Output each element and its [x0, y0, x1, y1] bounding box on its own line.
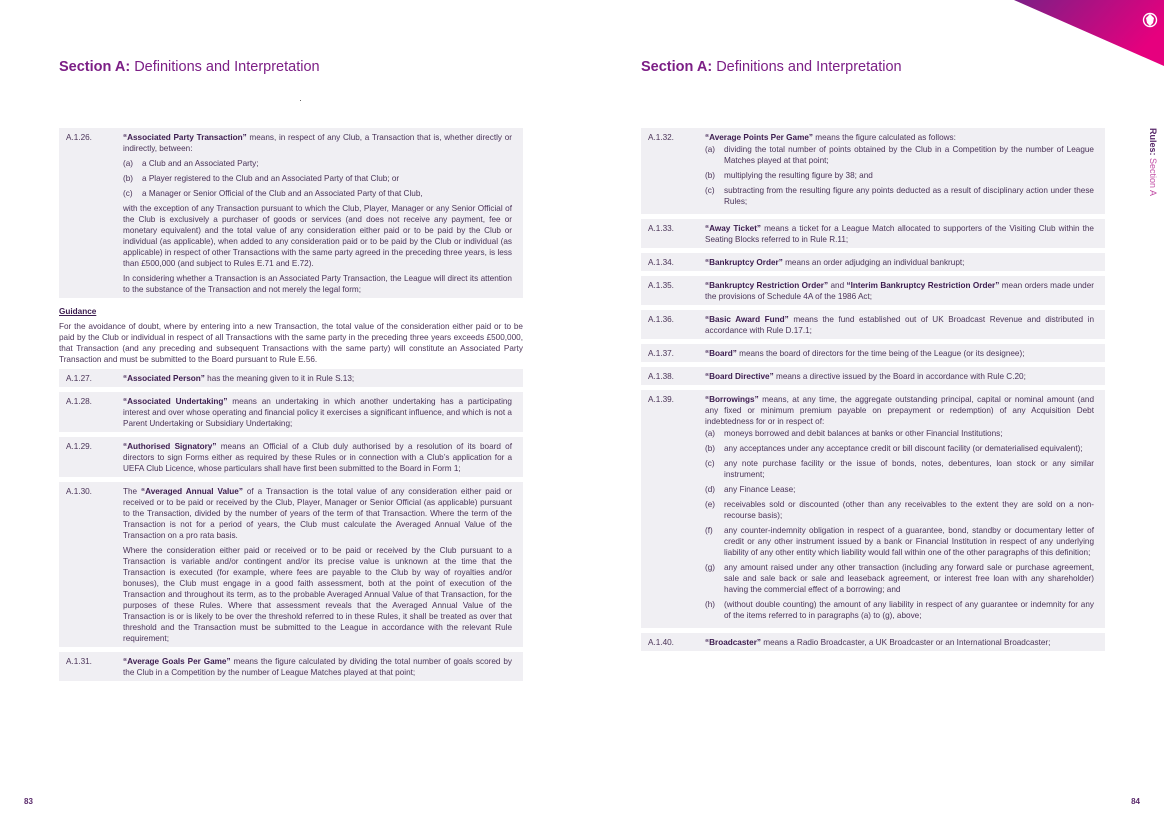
list-item: (a) a Club and an Associated Party;	[123, 159, 259, 168]
corner-banner	[1014, 0, 1164, 66]
list-item: (a) dividing the total number of points obtained by the Club in a Competition by the number of League Matches played at that point;	[705, 145, 1094, 165]
list-item: (b) any acceptances under any acceptance credit or bill discount facility (or dematerialised equivalent);	[705, 444, 1083, 453]
defined-term: “Associated Party Transaction”	[123, 133, 247, 142]
list-item: (d) any Finance Lease;	[705, 485, 796, 494]
rule-a135: A.1.35. “Bankruptcy Restriction Order” and “Interim Bankruptcy Restriction Order” mean orders made under the provisions of Schedule 4A of the 1986 Act;	[641, 276, 1105, 305]
rules-column	[641, 128, 1105, 656]
rule-a132: A.1.32. “Average Points Per Game” means the figure calculated as follows: (a) dividing the total number of points obtained by the Club in a Competition by the number of League Matches played at that point; (b) multiplying the resulting figure by 38; and (c) subtracting from the resulting figure any points deducted as a result of disciplinary action under these Rules;	[641, 128, 1105, 214]
rule-a126: A.1.26. “Associated Party Transaction” means, in respect of any Club, a Transaction that is, whether directly or indirectly, between: (a) a Club and an Associated Party; (b) a Player registered to the Club and an Associated Party of that Club; or (c) a Manager or Senior Official of the Club and an Associated Party of that Club, with the exception of any Transaction pursuant to which the Club, Player, Manager or any Senior Official of the Club is exclusively a purchaser of goods or services (and does not receive any payment, fee or monetary equivalent) and the total value of any consideration either paid or to be paid by the Club or individual (as applicable), when added to any consideration paid or to be paid by the Club or individual (as applicable) in respect of other Transactions with the same party agreed in the preceding three years, is less than £500,000 (and subject to Rules E.71 and E.72). In considering whether a Transaction is an Associated Party Transaction, the League will direct its attention to the substance of the Transaction and not merely the legal form;	[59, 128, 523, 298]
rule-a139: A.1.39. “Borrowings” means, at any time, the aggregate outstanding principal, capital or nominal amount (and any fixed or minimum premium payable on prepayment or redemption) of any Acquisition Debt indebtedness for or in respect of: (a) moneys borrowed and debit balances at banks or other Financial Institutions; (b) any acceptances under any acceptance credit or bill discount facility (or dematerialised equivalent); (c) any note purchase facility or the issue of bonds, notes, debentures, loan stock or any similar instrument; (d) any Finance Lease; (e) receivables sold or discounted (other than any receivables to the extent they are sold on a non-recourse basis); (f) any counter-indemnity obligation in respect of a guarantee, bond, standby or documentary letter of credit or any other instrument issued by a bank or Financial Institution in respect of any underlying liability of any other entity which liability would fall within one of the other paragraphs of this definition; (g) any amount raised under any other transaction (including any forward sale or purchase agreement, sale and sale back or sale and leaseback agreement, or interest free loan with any shareholder) having the commercial effect of a borrowing; and (h) (without double counting) the amount of any liability in respect of any guarantee or indemnity for any of the items referred to in paragraphs (a) to (g), above;	[641, 390, 1105, 628]
guidance-heading: Guidance	[59, 307, 97, 316]
list-item: (f) any counter-indemnity obligation in respect of a guarantee, bond, standby or documentary letter of credit or any other instrument issued by a bank or Financial Institution in respect of any underlying liability of any other entity which liability would fall within one of the other paragraphs of this definition;	[705, 526, 1094, 557]
rule-a131: A.1.31. “Average Goals Per Game” means the figure calculated by dividing the total number of goals scored by the Club in a Competition by the number of League Matches played at that point;	[59, 652, 523, 681]
rule-a133: A.1.33. “Away Ticket” means a ticket for a League Match allocated to supporters of the Visiting Club within the Seating Blocks referred to in Rule R.11;	[641, 219, 1105, 248]
page-title: Section A: Definitions and Interpretation	[641, 59, 902, 75]
rule-a129: A.1.29. “Authorised Signatory” means an Official of a Club duly authorised by a resolution of its board of directors to sign Forms either as required by these Rules or in connection with a Club’s application for a UEFA Club Licence, whose particulars shall have first been submitted to the Board in Form 1;	[59, 437, 523, 477]
page-number: 84	[1131, 797, 1140, 806]
section-sidebar-label: Rules: Section A	[1148, 128, 1158, 197]
list-item: (a) moneys borrowed and debit balances at banks or other Financial Institutions;	[705, 429, 1003, 438]
rule-number: A.1.26.	[66, 133, 92, 142]
right-page	[582, 0, 1164, 825]
rule-a138: A.1.38. “Board Directive” means a directive issued by the Board in accordance with Rule C.20;	[641, 367, 1105, 385]
page-title: Section A: Definitions and Interpretation	[59, 59, 320, 75]
list-item: (c) a Manager or Senior Official of the Club and an Associated Party of that Club,	[123, 189, 423, 198]
guidance-text: For the avoidance of doubt, where by entering into a new Transaction, the total value of the consideration either paid or to be paid by the Club or individual in respect of all Transactions with the same party in the preceding three years exceeds £500,000, that Transaction (and any preceding and subsequent Transactions with the same party) will constitute an Associated Party Transaction and must be submitted to the Board pursuant to Rule E.56.	[59, 322, 523, 364]
page-number: 83	[24, 797, 33, 806]
list-item: (c) any note purchase facility or the issue of bonds, notes, debentures, loan stock or any similar instrument;	[705, 459, 1094, 479]
rule-paragraph: with the exception of any Transaction pursuant to which the Club, Player, Manager or any Senior Official of the Club is exclusively a purchaser of goods or services (and does not receive any payment, fee or monetary equivalent) and the total value of any consideration either paid or to be paid by the Club or individual (as applicable), when added to any consideration paid or to be paid by the Club or individual (as applicable) in respect of other Transactions with the same party agreed in the preceding three years, is less than £500,000 (and subject to Rules E.71 and E.72).	[123, 204, 512, 268]
stray-dot	[300, 100, 301, 101]
guidance-box	[59, 303, 523, 369]
list-item: (b) a Player registered to the Club and an Associated Party of that Club; or	[123, 174, 400, 183]
list-item: (h) (without double counting) the amount of any liability in respect of any guarantee or indemnity for any of the items referred to in paragraphs (a) to (g), above;	[705, 600, 1094, 620]
rule-a137: A.1.37. “Board” means the board of directors for the time being of the League (or its designee);	[641, 344, 1105, 362]
rule-a130: A.1.30. The “Averaged Annual Value” of a Transaction is the total value of any consideration either paid or received or to be paid or received by the Club, Player, Manager or Senior Official (as applicable) pursuant to the Transaction, divided by the number of years of the term of that Transaction. Where the term of the Transaction is not for a period of years, the Club must calculate the Averaged Annual Value of the Transaction on a pro rata basis. Where the consideration either paid or received or to be paid or received by the Club pursuant to a Transaction is variable and/or contingent and/or its precise value is unknown at the time that the Transaction is executed (for example, where fees are payable to the Club by way of royalties and/or bonuses), the Club must engage in a good faith assessment, both at the point of execution of the Transaction and throughout its term, as to the probable Averaged Annual Value of that Transaction, for the purposes of these Rules. Where that assessment reveals that the Averaged Annual Value of the Transaction is or is likely to be over the threshold referred to in these Rules, it shall be treated as over that threshold and the Transaction must be submitted to the League in accordance with the relevant Rule requirement;	[59, 482, 523, 647]
list-item: (e) receivables sold or discounted (other than any receivables to the extent they are sold on a non-recourse basis);	[705, 500, 1094, 520]
rule-a127: A.1.27. “Associated Person” has the meaning given to it in Rule S.13;	[59, 369, 523, 387]
list-item: (b) multiplying the resulting figure by 38; and	[705, 171, 873, 180]
rule-a140: A.1.40. “Broadcaster” means a Radio Broadcaster, a UK Broadcaster or an International Broadcaster;	[641, 633, 1105, 651]
rule-a136: A.1.36. “Basic Award Fund” means the fund established out of UK Broadcast Revenue and distributed in accordance with Rule D.17.1;	[641, 310, 1105, 339]
rule-a134: A.1.34. “Bankruptcy Order” means an order adjudging an individual bankrupt;	[641, 253, 1105, 271]
rule-paragraph: In considering whether a Transaction is an Associated Party Transaction, the League will direct its attention to the substance of the Transaction and not merely the legal form;	[123, 274, 512, 294]
rules-column	[59, 128, 523, 686]
list-item: (c) subtracting from the resulting figure any points deducted as a result of disciplinary action under these Rules;	[705, 186, 1094, 206]
rule-a128: A.1.28. “Associated Undertaking” means an undertaking in which another undertaking has a participating interest and over whose operating and financial policy it exercises a significant influence, and which is not a Parent Undertaking or Subsidiary Undertaking;	[59, 392, 523, 432]
list-item: (g) any amount raised under any other transaction (including any forward sale or purchase agreement, sale and sale back or sale and leaseback agreement, or interest free loan with any shareholder) having the commercial effect of a borrowing; and	[705, 563, 1094, 594]
